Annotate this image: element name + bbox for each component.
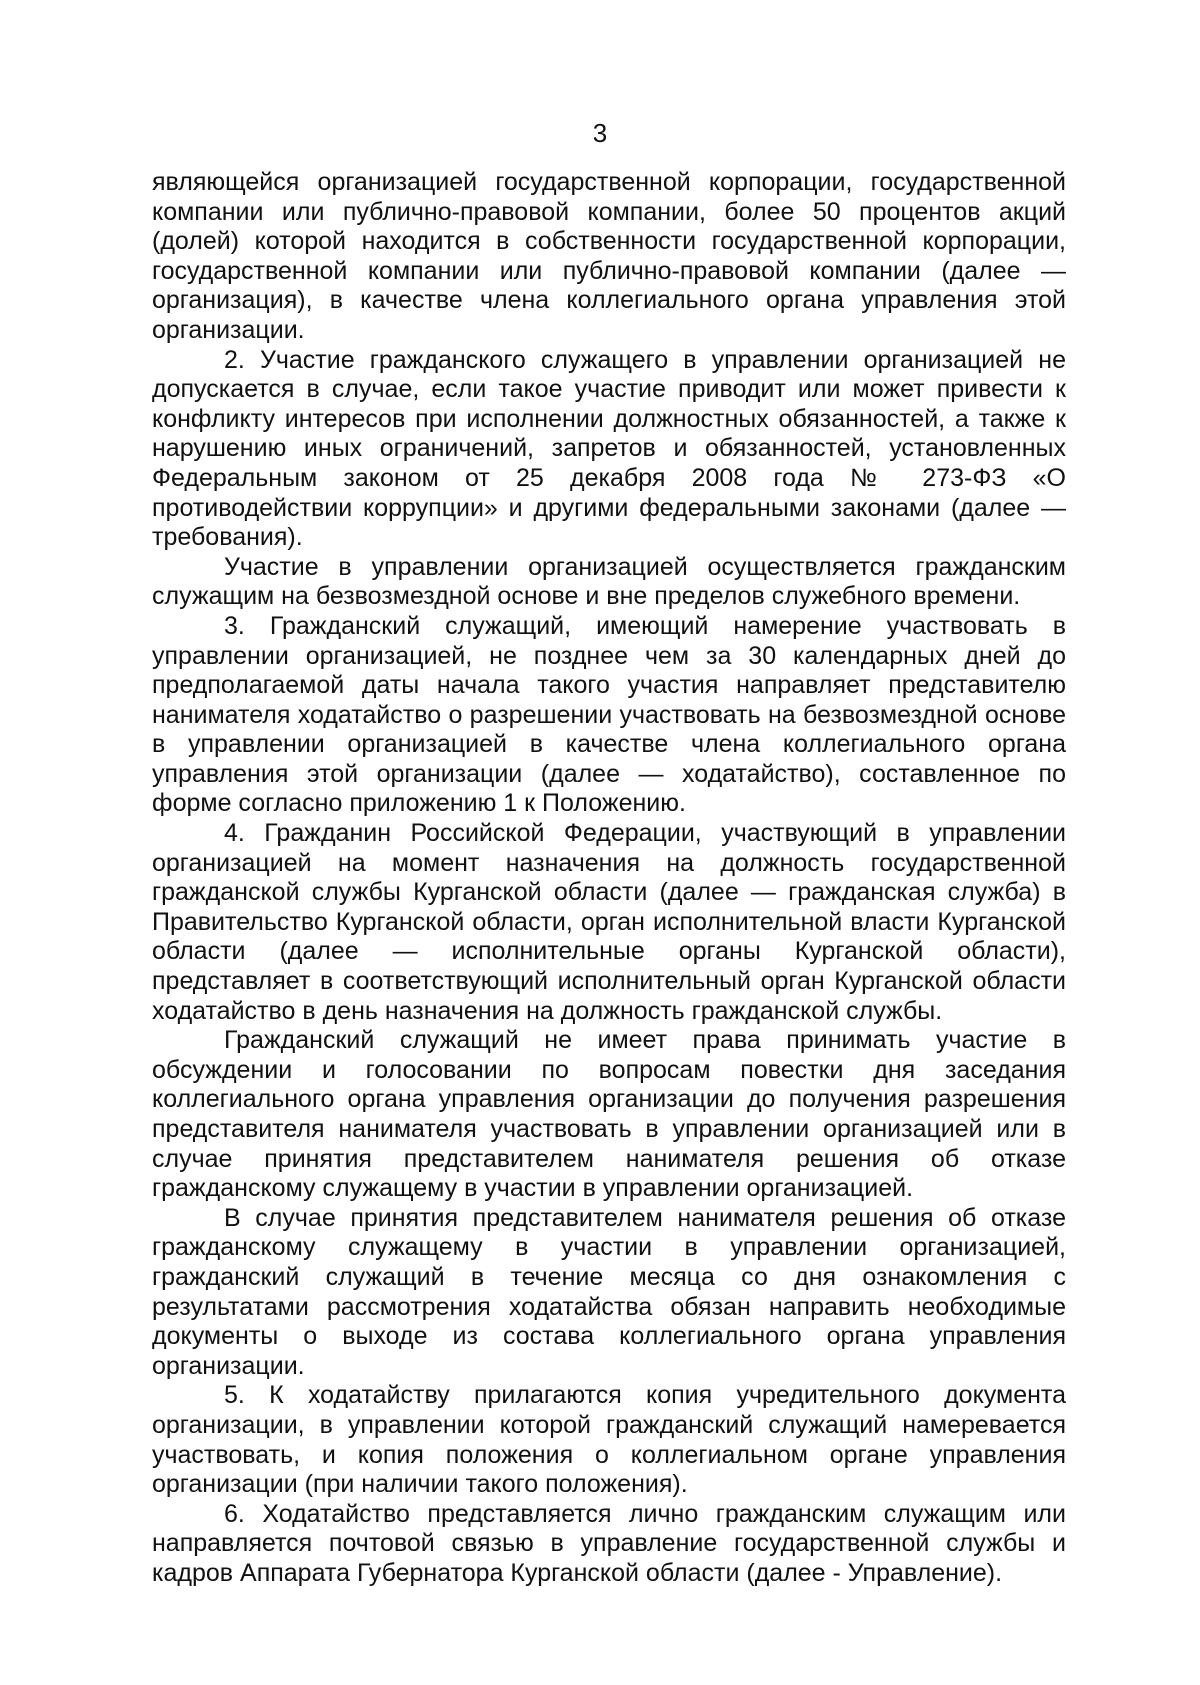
document-body: [152, 168, 1066, 1589]
page-number: 3: [592, 118, 608, 148]
paragraph-continuation: являющейся организацией государственной корпорации, государственной компании или публично-правовой компании, более 50 процентов акций (долей) которой находится в собственности государственной корпорации, государственной компании или публично-правовой компании (далее — организация), в качестве члена коллегиального органа управления этой организации.: [152, 168, 1066, 344]
paragraph-clause-4-no-voting: Гражданский служащий не имеет права принимать участие в обсуждении и голосовании по вопросам повестки дня заседания коллегиального органа управления организации до получения разрешения представителя нанимателя участвовать в управлении организацией или в случае принятия представителем нанимателя решения об отказе гражданскому служащему в участии в управлении организацией.: [152, 1026, 1066, 1203]
paragraph-clause-2: 2. Участие гражданского служащего в управлении организацией не допускается в случае, если такое участие приводит или может привести к конфликту интересов при исполнении должностных обязанностей, а также к нарушению иных ограничений, запретов и обязанностей, установленных Федеральным законом от 25 декабря 2008 года № 273-ФЗ «О противодействии коррупции» и другими федеральными законами (далее — требования).: [152, 345, 1066, 552]
paragraph-clause-4: 4. Гражданин Российской Федерации, участвующий в управлении организацией на момент назначения на должность государственной гражданской службы Курганской области (далее — гражданская служба) в Правительство Курганской области, орган исполнительной власти Курганской области (далее — исполнительные органы Курганской области), представляет в соответствующий исполнительный орган Курганской области ходатайство в день назначения на должность гражданской службы.: [152, 819, 1066, 1025]
paragraph-clause-3: 3. Гражданский служащий, имеющий намерение участвовать в управлении организацией, не позднее чем за 30 календарных дней до предполагаемой даты начала такого участия направляет представителю нанимателя ходатайство о разрешении участвовать на безвозмездной основе в управлении организацией в качестве члена коллегиального органа управления этой организации (далее — ходатайство), составленное по форме согласно приложению 1 к Положению.: [152, 611, 1066, 818]
paragraph-clause-6: 6. Ходатайство представляется лично гражданским служащим или направляется почтовой связью в управление государственной службы и кадров Аппарата Губернатора Курганской области (далее - Управление).: [152, 1499, 1066, 1587]
paragraph-clause-4-refusal: В случае принятия представителем нанимателя решения об отказе гражданскому служащему в участии в управлении организацией, гражданский служащий в течение месяца со дня ознакомления с результатами рассмотрения ходатайства обязан направить необходимые документы о выходе из состава коллегиального органа управления организации.: [152, 1203, 1066, 1380]
paragraph-clause-5: 5. К ходатайству прилагаются копия учредительного документа организации, в управлении которой гражданский служащий намеревается участвовать, и копия положения о коллегиальном органе управления организации (при наличии такого положения).: [152, 1381, 1066, 1499]
paragraph-clause-2-free-basis: Участие в управлении организацией осуществляется гражданским служащим на безвозмездной основе и вне пределов служебного времени.: [152, 552, 1066, 611]
